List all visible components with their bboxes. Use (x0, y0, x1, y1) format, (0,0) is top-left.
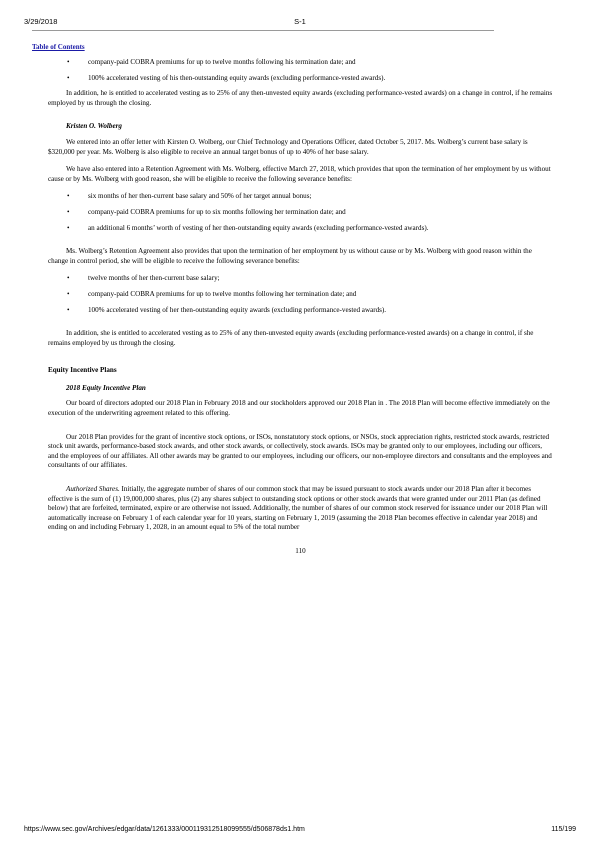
list-item: • 100% accelerated vesting of her then-outstanding equity awards (excluding performance-vested awards). (67, 305, 387, 314)
paragraph-offer-letter: We entered into an offer letter with Kirsten O. Wolberg, our Chief Technology and Operations Officer, dated October 5, 2017. Ms. Wolberg’s current base salary is $320,000 per year. Ms. Wolberg is also eligible to receive an annual target bonus of up to 40% of her base salary. (48, 137, 528, 156)
list-item: • company-paid COBRA premiums for up to twelve months following his termination date; and (67, 58, 356, 66)
paragraph-grant-types: Our 2018 Plan provides for the grant of incentive stock options, or ISOs, nonstatutory stock options, or NSOs, stock appreciation rights, restricted stock awards, restricted stock unit awards, performance-based stock awards, and other stock awards, or collectively, stock awards. ISOs may be granted only to our employees, including our officers, and the employees of our affiliates. All other awards may be granted to our employees, including our officers, our non-employee directors and consultants and the employees and consultants of our affiliates. (48, 432, 552, 470)
paragraph-authorized-shares: Authorized Shares. Initially, the aggregate number of shares of our common stock that may be issued pursuant to stock awards under our 2018 Plan after it becomes effective is the sum of (1) 19,000,000 shares, plus (2) any shares subject to outstanding stock options or other stock awards that were granted under our 2011 Plan (as defined below) that are forfeited, terminated, expire or are otherwise not issued. Additionally, the number of shares of our common stock reserved for issuance under our 2018 Plan will automatically increase on February 1 of each calendar year for 10 years, starting on February 1, 2019 (assuming the 2018 Plan becomes effective in calendar year 2018) and ending on and including February 1, 2028, in an amount equal to 5% of the total number (48, 485, 548, 532)
paragraph-board-adoption: Our board of directors adopted our 2018 Plan in February 2018 and our stockholders approved our 2018 Plan in . The 2018 Plan will become effective immediately on the execution of the underwriting agreement related to this offering. (48, 399, 550, 418)
bullet-icon: • (67, 289, 70, 298)
list-item: • an additional 6 months’ worth of vesting of her then-outstanding equity awards (excluding performance-vested awards). (67, 223, 429, 232)
document-body (48, 58, 553, 565)
paragraph-cic-vesting-his: In addition, he is entitled to accelerated vesting as to 25% of any then-unvested equity awards (excluding performance-vested awards) on a change in control, if he remains employed by us through the closing. (48, 89, 553, 107)
table-of-contents-link[interactable]: Table of Contents (32, 43, 85, 51)
authorized-shares-label: Authorized Shares. (66, 485, 120, 494)
print-date: 3/29/2018 (24, 17, 58, 26)
paragraph-change-in-control: Ms. Wolberg’s Retention Agreement also provides that upon the termination of her employment by us without cause or by Ms. Wolberg with good reason within the change in control period, she will be eligible to receive the following severance benefits: (48, 247, 532, 265)
print-header (0, 0, 600, 30)
bullet-icon: • (67, 207, 70, 216)
paragraph-cic-vesting-her: In addition, she is entitled to accelerated vesting as to 25% of any then-unvested equity awards (excluding performance-vested awards) on a change in control, if she remains employed by us through the closing. (48, 329, 534, 347)
bullet-icon: • (67, 192, 70, 201)
bullet-icon: • (67, 305, 70, 314)
source-url: https://www.sec.gov/Archives/edgar/data/1261333/000119312518099555/d506878ds1.htm (24, 826, 305, 833)
list-item: • 100% accelerated vesting of his then-outstanding equity awards (excluding performance-vested awards). (67, 73, 386, 82)
section-subheading-wolberg: Kristen O. Wolberg (66, 122, 122, 131)
paragraph-retention-agreement: We have also entered into a Retention Agreement with Ms. Wolberg, effective March 27, 2018, which provides that upon the termination of her employment by us without cause or by Ms. Wolberg with good reason, she will be eligible to receive the following severance benefits: (48, 165, 551, 183)
document-title: S-1 (294, 17, 306, 26)
list-item: • twelve months of her then-current base salary; (67, 274, 220, 283)
section-subheading-2018-plan: 2018 Equity Incentive Plan (66, 383, 146, 392)
list-item: • six months of her then-current base salary and 50% of her target annual bonus; (67, 192, 312, 201)
bullet-icon: • (67, 73, 70, 82)
list-item: • company-paid COBRA premiums for up to six months following her termination date; and (67, 207, 346, 216)
header-divider (32, 30, 494, 31)
bullet-icon: • (67, 223, 70, 232)
print-page-count: 115/199 (551, 826, 576, 833)
list-item: • company-paid COBRA premiums for up to twelve months following her termination date; and (67, 289, 357, 298)
page-number: 110 (295, 547, 306, 555)
bullet-icon: • (67, 58, 70, 66)
section-heading-equity-plans: Equity Incentive Plans (48, 366, 117, 375)
bullet-icon: • (67, 274, 70, 283)
